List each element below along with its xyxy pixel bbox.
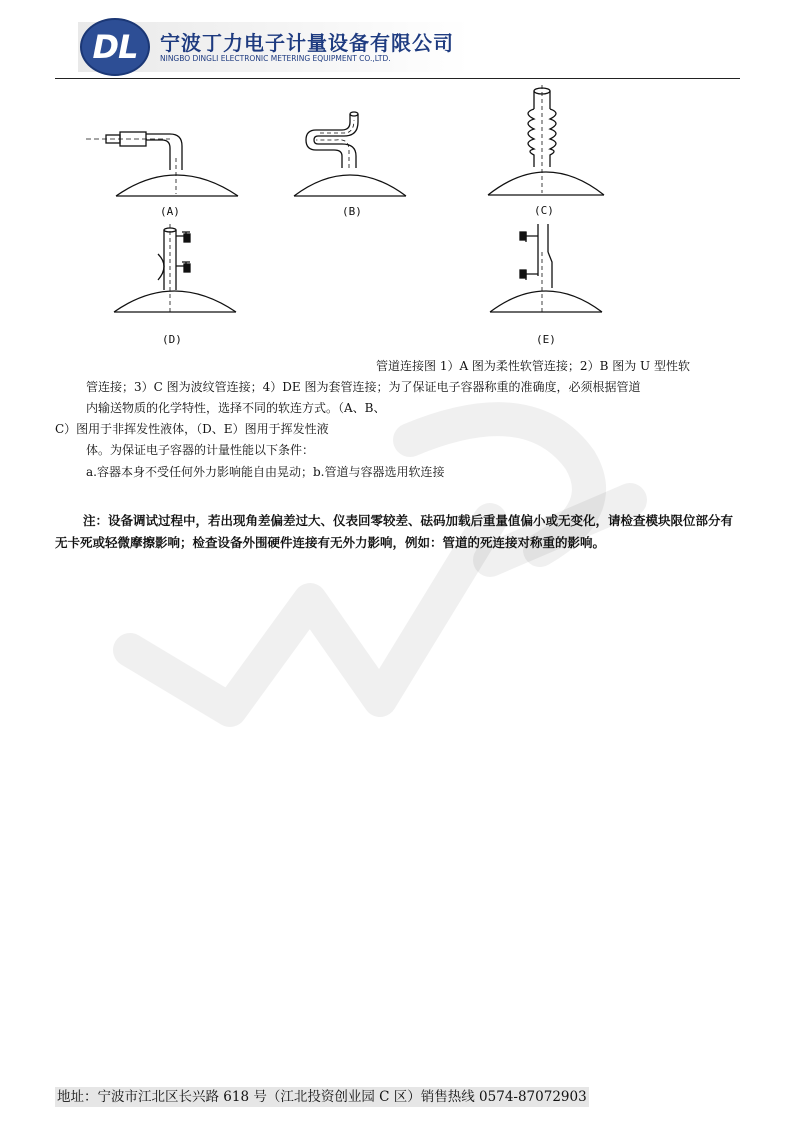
figure-a-label: (A) bbox=[160, 205, 180, 218]
note-paragraph bbox=[55, 510, 740, 554]
figure-c-label: (C) bbox=[534, 204, 554, 217]
note-text: 注：设备调试过程中，若出现角差偏差过大、仪表回零较差、砝码加载后重量值偏小或无变化，请检查模块限位部分有无卡死或轻微摩擦影响；检查设备外围硬件连接有无外力影响，例如：管道的死连接对称重的影响。 bbox=[55, 513, 734, 550]
figure-e-sleeve-connection bbox=[486, 222, 606, 346]
header-divider bbox=[55, 78, 740, 79]
body-line-4: C）图用于非挥发性液体，（D、E）图用于挥发性液 bbox=[55, 422, 329, 436]
figure-a-flexible-hose bbox=[86, 108, 246, 218]
letterhead bbox=[78, 18, 470, 76]
body-line-3: 内输送物质的化学特性，选择不同的软连方式。（A、B、 bbox=[86, 401, 386, 415]
figure-e-label: (E) bbox=[536, 333, 556, 346]
figure-b-u-shaped-pipe bbox=[290, 106, 410, 218]
figure-d-label: (D) bbox=[162, 333, 182, 346]
footer-address: 地址：宁波市江北区长兴路 618 号（江北投资创业园 C 区）销售热线 0574-87072903 bbox=[57, 1089, 587, 1105]
body-line-1: 管道连接图 1）A 图为柔性软管连接；2）B 图为 U 型性软 bbox=[376, 359, 690, 373]
company-name-cn: 宁波丁力电子计量设备有限公司 bbox=[160, 31, 454, 55]
company-logo: DL bbox=[80, 18, 150, 76]
figure-d-sleeve-connection bbox=[110, 224, 240, 346]
company-name-en: NINGBO DINGLI ELECTRONIC METERING EQUIPMENT CO.,LTD. bbox=[160, 54, 391, 63]
figure-c-corrugated-pipe bbox=[484, 85, 608, 217]
body-line-2: 管连接；3）C 图为波纹管连接；4）DE 图为套管连接；为了保证电子容器称重的准确度，必须根据管道 bbox=[86, 380, 641, 394]
body-line-6: a.容器本身不受任何外力影响能自由晃动；b.管道与容器选用软连接 bbox=[86, 465, 445, 479]
figure-b-label: (B) bbox=[342, 205, 362, 218]
body-line-5: 体。为保证电子容器的计量性能以下条件： bbox=[86, 443, 315, 457]
